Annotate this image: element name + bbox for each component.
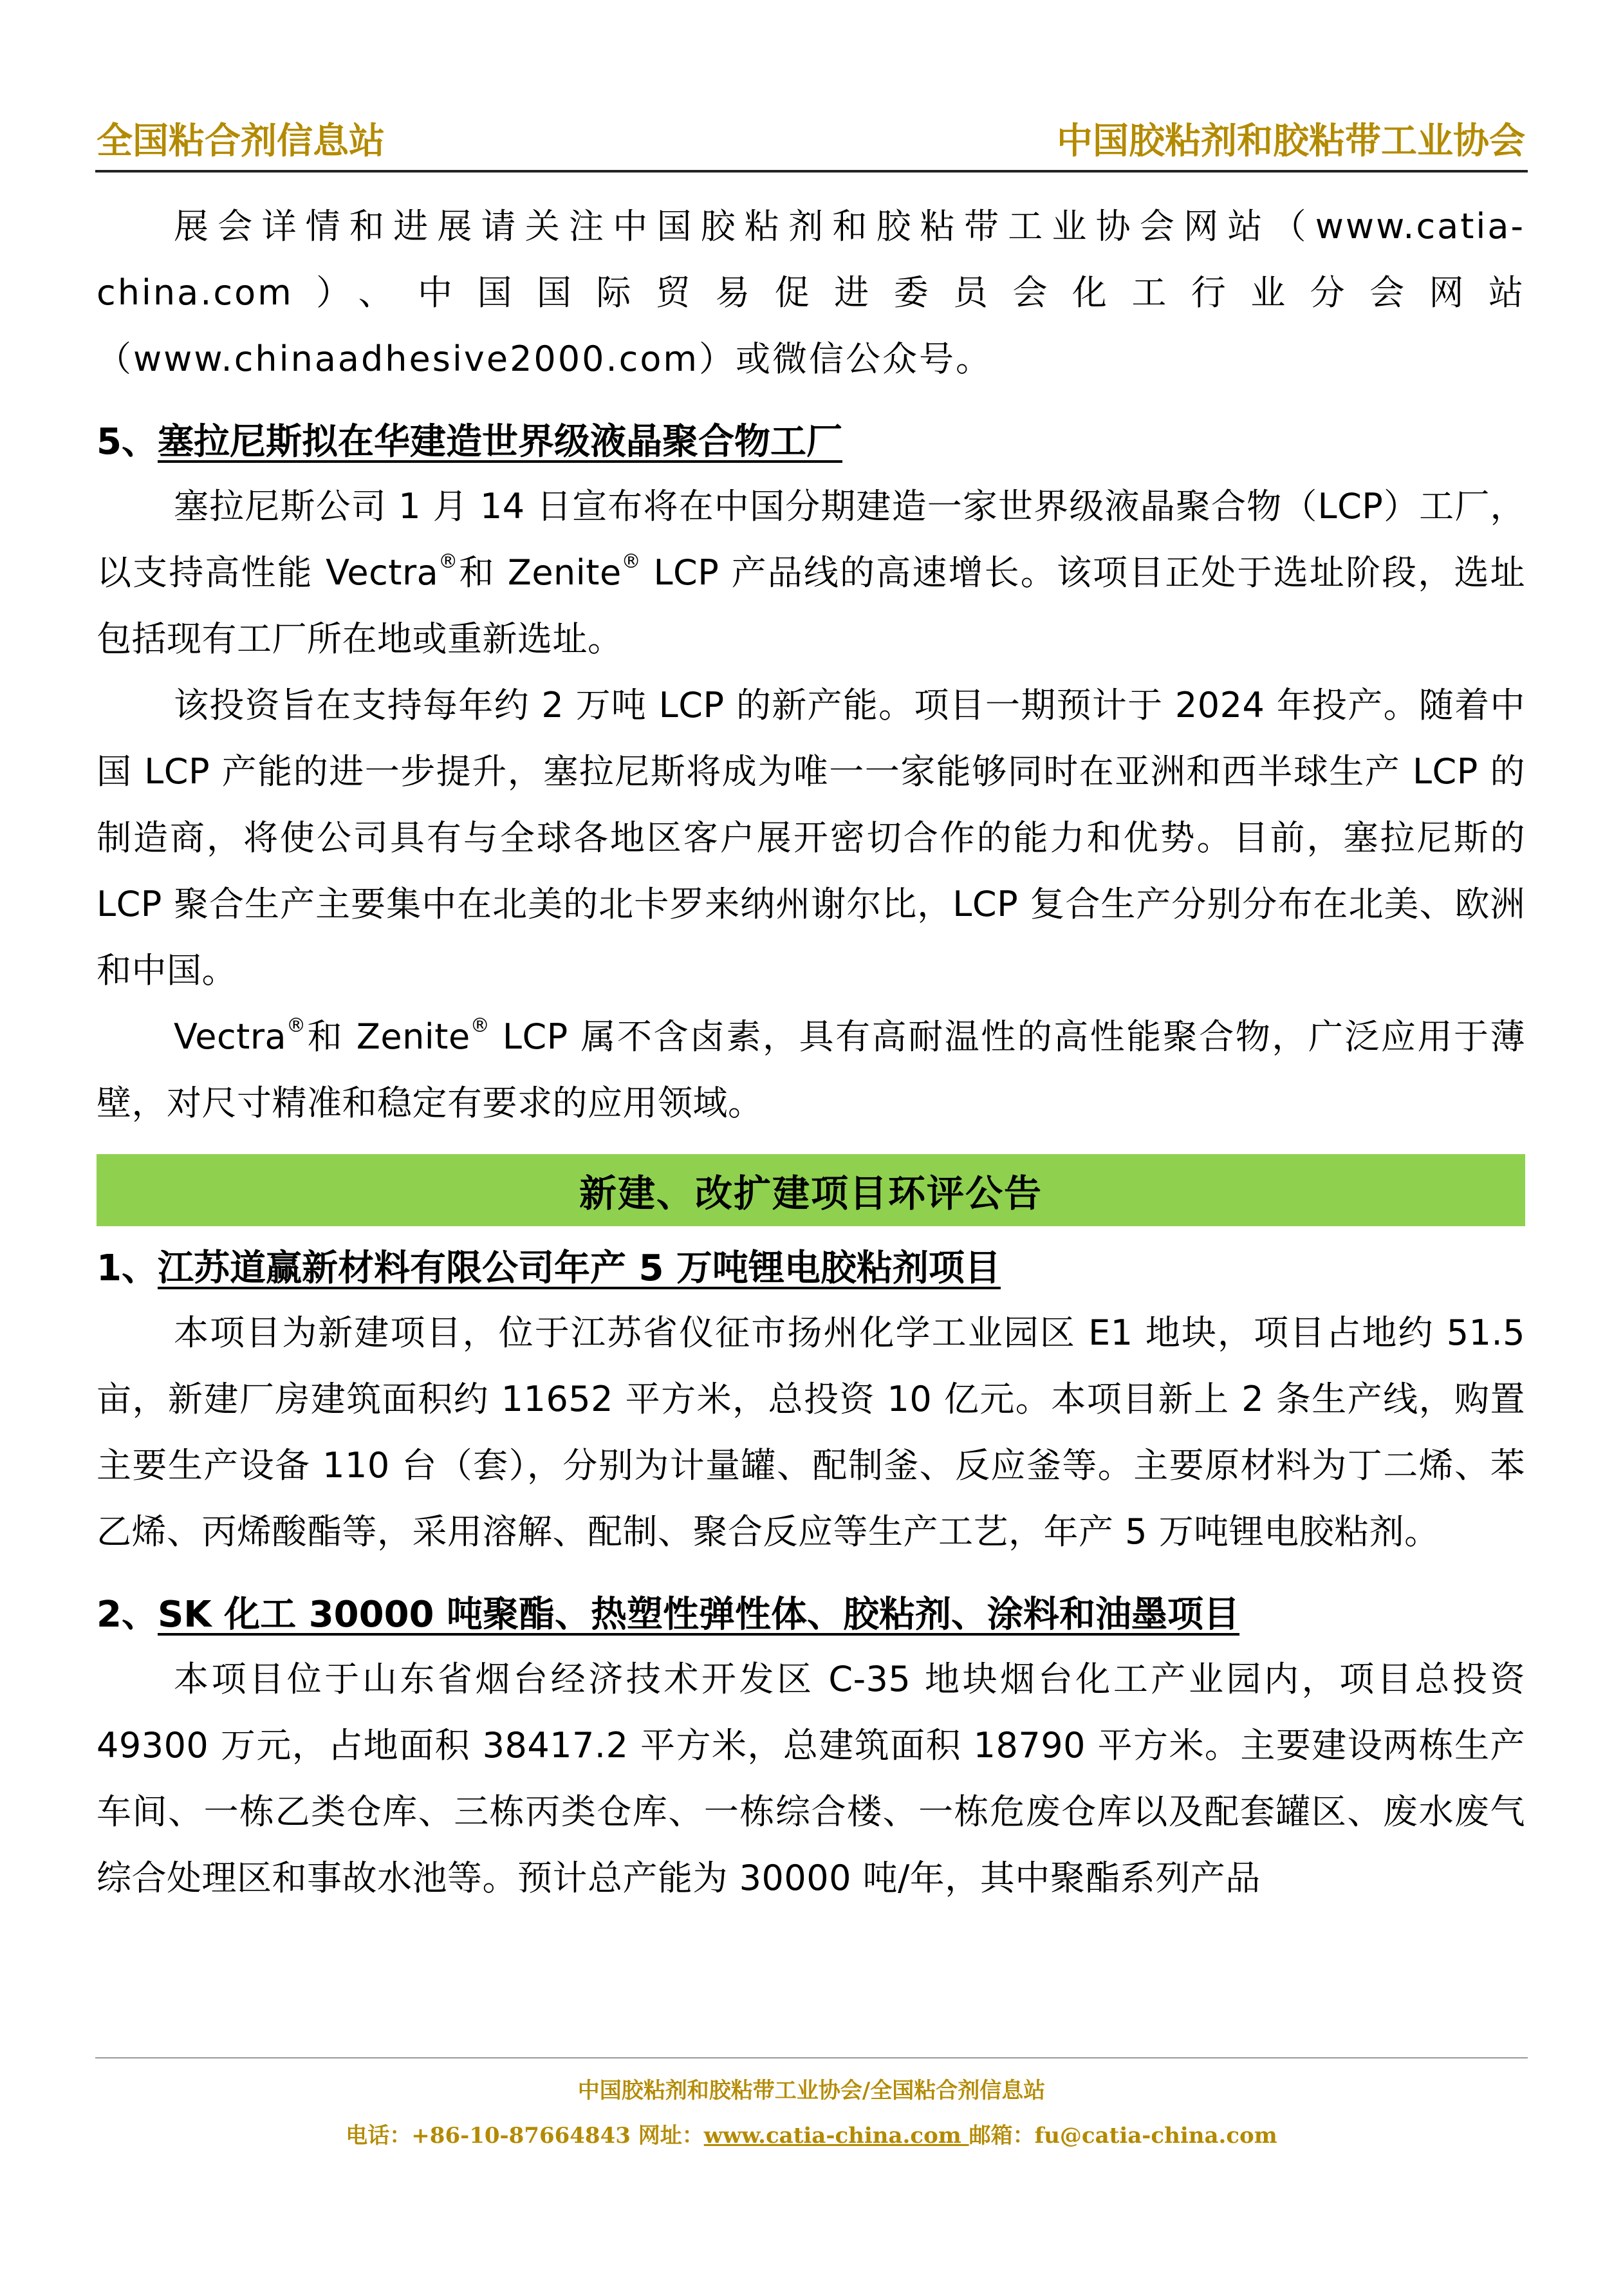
project-2-paragraph: 本项目位于山东省烟台经济技术开发区 C-35 地块烟台化工产业园内，项目总投资 49300 万元，占地面积 38417.2 平方米，总建筑面积 18790 平方米。主要建设两栋生产车间、一栋乙类仓库、三栋丙类仓库、一栋综合楼、一栋危废仓库以及配套罐区、废水废气综合处理区和事故水池等。预计总产能为 30000 吨/年，其中聚酯系列产品 xyxy=(97,1659,1525,1898)
registered-mark: ® xyxy=(621,550,642,573)
header-left-title: 全国粘合剂信息站 xyxy=(97,120,385,162)
footer-email[interactable]: fu@catia-china.com xyxy=(1034,2123,1277,2149)
footer-line-1: 中国胶粘剂和胶粘带工业协会/全国粘合剂信息站 xyxy=(577,2078,1046,2104)
section-5-number: 5、 xyxy=(97,421,158,463)
footer-phone: 电话：+86-10-87664843 网址： xyxy=(346,2123,704,2149)
footer-email-label: 邮箱： xyxy=(969,2123,1035,2149)
footer-website-link[interactable]: www.catia-china.com xyxy=(703,2123,969,2149)
header-divider xyxy=(95,170,1528,173)
project-1-paragraph: 本项目为新建项目，位于江苏省仪征市扬州化学工业园区 E1 地块，项目占地约 51.5 亩，新建厂房建筑面积约 11652 平方米，总投资 10 亿元。本项目新上 2 条生产线，购置主要生产设备 110 台（套），分别为计量罐、配制釜、反应釜等。主要原材料为丁二烯、苯乙烯、丙烯酸酯等，采用溶解、配制、聚合反应等生产工艺，年产 5 万吨锂电胶粘剂。 xyxy=(97,1312,1525,1552)
page-header xyxy=(97,113,1525,164)
section-5-paragraph-3 xyxy=(97,1003,1525,1136)
project-2-heading xyxy=(97,1584,1525,1646)
project-1-heading xyxy=(97,1238,1525,1300)
header-right-title: 中国胶粘剂和胶粘带工业协会 xyxy=(1057,120,1525,162)
registered-mark: ® xyxy=(438,550,458,573)
footer-line-2 xyxy=(0,2118,1623,2149)
section-5-heading xyxy=(97,411,1525,473)
text-run: 塞拉尼斯公司 1 月 14 日宣布将在中国分期建造一家世界级液晶聚合物（LCP）工厂，以支持高性能 Vectra xyxy=(97,486,1525,593)
project-2-number: 2、 xyxy=(97,1594,158,1636)
text-run: LCP 属不含卤素，具有高耐温性的高性能聚合物，广泛应用于薄壁，对尺寸精准和稳定有要求的应用领域。 xyxy=(97,1016,1525,1123)
text-run: Vectra xyxy=(174,1016,287,1057)
footer-divider xyxy=(95,2057,1528,2058)
text-run: 和 Zenite xyxy=(458,552,622,593)
section-5-paragraph-2: 该投资旨在支持每年约 2 万吨 LCP 的新产能。项目一期预计于 2024 年投产。随着中国 LCP 产能的进一步提升，塞拉尼斯将成为唯一一家能够同时在亚洲和西半球生产 LCP 的制造商，将使公司具有与全球各地区客户展开密切合作的能力和优势。目前，塞拉尼斯的 LCP 聚合生产主要集中在北美的北卡罗来纳州谢尔比，LCP 复合生产分别分布在北美、欧洲和中国。 xyxy=(97,685,1525,991)
section-5-title: 塞拉尼斯拟在华建造世界级液晶聚合物工厂 xyxy=(157,421,842,463)
main-content xyxy=(97,193,1525,1911)
registered-mark: ® xyxy=(470,1014,490,1037)
intro-paragraph: 展会详情和进展请关注中国胶粘剂和胶粘带工业协会网站（www.catia-china.com）、中国国际贸易促进委员会化工行业分会网站（www.chinaadhesive2000.com）或微信公众号。 xyxy=(97,206,1525,379)
text-run: LCP 产品线的高速增长。该项目正处于选址阶段，选址包括现有工厂所在地或重新选址。 xyxy=(97,552,1525,659)
registered-mark: ® xyxy=(286,1014,306,1037)
project-1-number: 1、 xyxy=(97,1247,158,1289)
project-2-title: SK 化工 30000 吨聚酯、热塑性弹性体、胶粘剂、涂料和油墨项目 xyxy=(157,1594,1240,1636)
section-5-paragraph-1 xyxy=(97,473,1525,672)
project-1-title: 江苏道赢新材料有限公司年产 5 万吨锂电胶粘剂项目 xyxy=(157,1247,1001,1289)
section-banner: 新建、改扩建项目环评公告 xyxy=(97,1154,1525,1226)
text-run: 和 Zenite xyxy=(306,1016,470,1057)
